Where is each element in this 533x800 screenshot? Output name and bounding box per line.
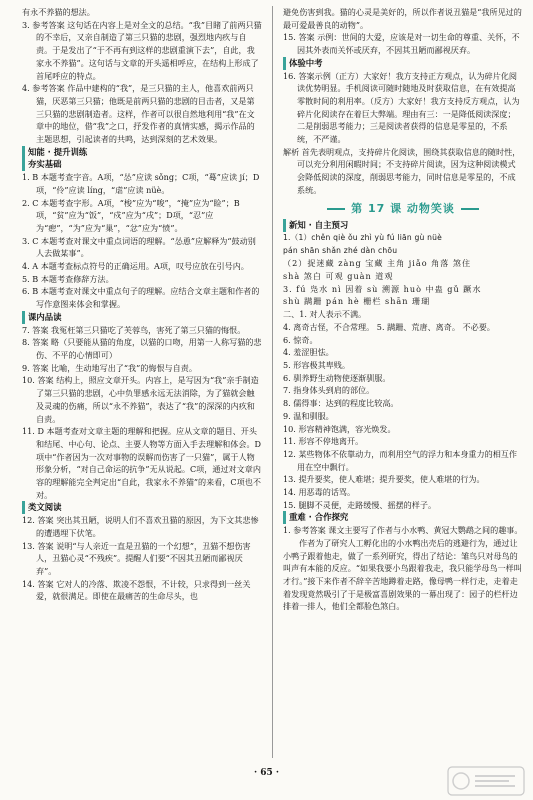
answer-line: 1.（1）chěn qiè ǒu zhì yù fú liān gù nüè xyxy=(283,232,443,242)
answer-line: 4. 参考答案 作品中建构的“我”，是三只猫的主人，他喜欢前两只猫，厌恶第三只猫；他既是前两只猫的悲剧的目击者，又是第三只猫的悲剧制造者。这样，作者可以很自然地利用“我”在文章中的地位，借“我”之口，抒发作者的真情实感，揭示作品的主题思想，引起读者的共鸣，达到深刻的艺术效果。 xyxy=(22,83,255,145)
section-heading-label: 体验中考 xyxy=(283,57,323,70)
answer-line: 1. 参考答案 课文主要写了作者与小水鸭、黄冠大鹦鹉之间的趣事。 xyxy=(283,525,523,536)
section-heading-label: 课内品读 xyxy=(22,311,62,324)
answer-line: 12. 答案 突出其丑陋，说明人们不喜欢丑猫的原因，为下文其悲惨的遭遇埋下伏笔。 xyxy=(22,515,259,538)
page-number: · 65 · xyxy=(253,768,280,778)
section-heading-label: 知能 · 提升训练 xyxy=(22,146,87,159)
section-heading-label: 重难 · 合作探究 xyxy=(283,511,348,524)
answer-line: 2. C 本题考查字形。A项，“梭”应为“唆”，“掩”应为“睑”；B项，“贫”应为“饭”，“戍”应为“戌”；D项，“忍”应为“瘛”，“为”应为“巢”，“忿”应为“愤”。 xyxy=(22,197,240,233)
lesson-bar-right xyxy=(461,208,479,210)
answer-line: 6. 驯养野生动物使逐渐驯服。 xyxy=(283,372,391,383)
right-column-bottom xyxy=(283,219,523,613)
answer-line: 14. 用恶毒的话骂。 xyxy=(283,487,356,498)
answer-line: 1. B 本题考查字音。A项，“怂”应读 sǒng；C项，“蓦”应读 jí；D项，“伶”应读 líng，“虐”应读 nüè。 xyxy=(22,172,260,195)
answer-line: 9. 答案 比喻，生动地写出了“我”的悔恨与自责。 xyxy=(22,362,197,373)
answer-line: 4. A 本题考查标点符号的正确运用。A项，叹号应放在引号内。 xyxy=(22,261,249,272)
answer-line: 13. 提升要奖，使人难堪；提升要奖，使人难堪的行为。 xyxy=(283,474,485,485)
answer-line: 作者为了研究人工孵化出的小水鸭出壳后的逃避行为，通过让小鸭子跟着他走，做了一系列研究，得出了结论：雏鸟只对母鸟的叫声有本能的反应。“如果我要小鸟跟着我走，我只能学母鸟一样叫才行。”接下来作者不辞辛苦地蹲着走路，像母鸭一样行走，走着走着发现竟然吸引了于是极富喜剧效果的一幕出现了：园子的栏杆边排着一排人，他们全都脸色煞白。 xyxy=(283,537,522,612)
answer-line: 5. B 本题考查修辞方法。 xyxy=(22,273,114,284)
answer-line: 8. 答案 略（只要能从猫的角度，以猫的口吻，用第一人称写猫的悲伤、不平的心情即可） xyxy=(22,337,262,360)
watermark-stamp-icon xyxy=(447,766,525,796)
left-column xyxy=(22,6,262,758)
answer-line: 避免伤害到我。猫的心灵是美好的，所以作者说丑猫是“我所见过的最可爱最善良的动物”。 xyxy=(283,7,522,30)
answer-line: 11. 形容不停地离开。 xyxy=(283,436,364,447)
section-heading-label: 类文阅读 xyxy=(22,501,62,514)
answer-line: 13. 答案 说明“与人亲近一直是丑猫的一个幻想”，丑猫不想伤害人，丑猫心灵“不残疾”。提醒人们要“不因其丑陋而鄙视厌弃”。 xyxy=(22,540,251,576)
answer-line: 解析 首先表明观点，支持碎片化阅读，围绕其获取信息的随时性，可以充分利用闲暇时间；不支持碎片阅读，因为这种阅读模式会降低阅读的深度，削弱思考能力，同时信息是零星的，不成系统。 xyxy=(283,146,521,195)
answer-line: 4. 离奇古怪，不合常理。 5. 蹒跚、荒唐、离奇。 不必要。 xyxy=(283,321,495,332)
section-heading xyxy=(22,158,262,171)
answer-line: 3. fú 凫水 nì 因着 sù 溯源 huò 中蛊 gǔ 蹶水 xyxy=(283,283,482,294)
answer-line: 7. 答案 我冤枉第三只猫吃了芙蓉鸟，害死了第三只猫的悔恨。 xyxy=(22,324,246,335)
column-divider xyxy=(272,6,273,758)
answer-line: 7. 指身体头到肩的部位。 xyxy=(283,385,375,396)
answer-line: 11. D 本题考查对文章主题的理解和把握。应从文章的题目、开头和结尾、中心句、论点、主要人物等方面入手去理解和体会。D项中“作者因为一次对事物的误解而伤害了一只猫”，属于人物形象分析，“对自己命运的抗争”无从说起。C项，通过对文章内容的理解能完全判定出“自此，我家永不养猫”的来看，C项也不对。 xyxy=(22,426,262,500)
answer-line: 3. C 本题考查对课文中重点词语的理解。“怂恿”应解释为“鼓动别人去做某事”。 xyxy=(22,235,256,259)
right-column xyxy=(283,6,523,758)
right-column-top xyxy=(283,6,523,197)
answer-line: 6. 惊奇。 xyxy=(283,334,318,345)
columns xyxy=(22,6,523,758)
answer-line: 10. 形容精神饱满，容光焕发。 xyxy=(283,423,396,434)
section-heading-label: 新知 · 自主预习 xyxy=(283,219,348,232)
section-heading xyxy=(283,219,523,232)
lesson-heading xyxy=(283,203,523,216)
answer-line: 10. 答案 结构上，照应文章开头。内容上，是写因为“我”亲手制造了第三只猫的悲剧，心中负罪感永远无法消除，为了猫就会触及灵魂的伤痛，所以“永不养猫”，表达了“我”的深深的内疚和自责。 xyxy=(22,375,259,424)
answer-line: （2）捉迷藏 zàng 宝藏 主角 jiǎo 角落 煞住 xyxy=(283,258,472,269)
section-heading-label: 夯实基础 xyxy=(22,158,62,171)
answer-line: 8. 儒得事：达到的程度比较高。 xyxy=(283,398,399,409)
answer-line: shù 蹒跚 pán hè 栅栏 shān 珊瑚 xyxy=(283,296,431,307)
section-heading xyxy=(283,57,523,70)
answer-line: shà 煞白 可观 guàn 道观 xyxy=(283,271,394,282)
answer-line: pán shān shǎn zhé dàn chōu xyxy=(283,245,398,255)
section-heading xyxy=(22,501,262,514)
answer-line: 14. 答案 它对人的冷落、欺凌不怨恨，不计较，只求得到一丝关爱，就很满足。即使在最痛苦的生命尽头，也 xyxy=(22,578,251,602)
section-heading xyxy=(283,511,523,524)
answer-line: 9. 温和驯服。 xyxy=(283,410,334,421)
lesson-title: 第 17 课 动物笑谈 xyxy=(351,201,455,215)
section-heading xyxy=(22,146,262,159)
answer-line: 4. 羞涩胆怯。 xyxy=(283,347,334,358)
answer-line: 15. 腿脚不灵便，走路缓慢、摇摆的样子。 xyxy=(283,499,437,510)
answer-line: 有永不养猫的想法。 xyxy=(22,7,95,17)
answer-line: 16. 答案示例（正方）大家好！我方支持正方观点，认为碎片化阅读优势明显。手机阅读可随时随地及时获取信息，在有效提高零散时间的利用率。（反方）大家好！我方支持反方观点，认为碎片化阅读存在着巨大弊端。理由有三：一是降低阅读深度；二是削弱思考能力；三是阅读者获得的信息是零星的，不系统，不严谨。 xyxy=(283,70,520,145)
answer-line: 5. 形容极其卑贱。 xyxy=(283,359,350,370)
answer-line: 12. 某些物体不依靠动力，而利用空气的浮力和本身重力的相互作用在空中飘行。 xyxy=(283,448,517,472)
answer-line: 6. B 本题考查对课文中重点句子的理解。应结合文章主题和作者的写作意图来体会和掌握。 xyxy=(22,286,260,310)
answer-line: 15. 答案 示例：世间的大爱，应该是对一切生命的尊重、关怀，不因其外表而关怀或厌弃，不因其丑陋而鄙视厌弃。 xyxy=(283,32,520,56)
answer-line: 二、1. 对人表示不满。 xyxy=(283,309,367,320)
lesson-bar-left xyxy=(327,208,345,210)
section-heading xyxy=(22,311,262,324)
answer-line: 3. 参考答案 这句话在内容上是对全文的总结。“我”目睹了前两只猫的不幸后，又亲自制造了第三只猫的悲剧，强烈地内疚与自责。于是发出了“于不再有到这样的悲剧重演下去”，自此，我家永不养猫”。这句话与文章的开头遥相呼应，在结构上形成了首尾呼应的特点。 xyxy=(22,19,262,81)
